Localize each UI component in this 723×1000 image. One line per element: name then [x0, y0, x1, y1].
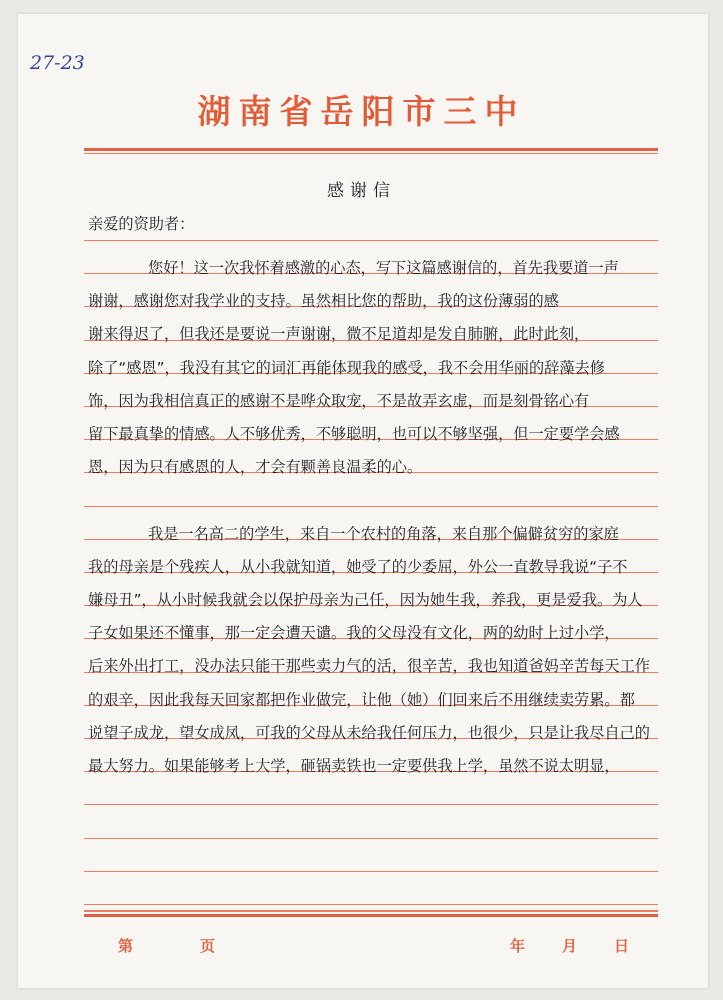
handwritten-id-note: 27-23	[30, 52, 85, 74]
day-label: 日	[614, 937, 630, 955]
letter-line: 嫌母丑”，从小时候我就会以保护母亲为己任，因为她生我，养我，更是爱我。为人	[88, 591, 643, 609]
letter-line: 我是一名高二的学生，来自一个农村的角落，来自那个偏僻贫穷的家庭	[148, 524, 619, 543]
letter-line: 我的母亲是个残疾人，从小我就知道，她受了的少委屈，外公一直教导我说“子不	[88, 557, 628, 576]
letter-line: 除了“感恩”，我没有其它的词汇再能体现我的感受，我不会用华丽的辞藻去修	[88, 358, 605, 377]
footer-rule-thin	[84, 910, 658, 912]
year-label: 年	[510, 937, 526, 955]
letter-line: 说望子成龙，望女成凤，可我的父母从未给我任何压力，也很少，只是让我尽自己的	[88, 723, 650, 742]
salutation: 亲爱的资助者：	[88, 215, 195, 233]
ruled-line	[84, 240, 658, 241]
ruled-line	[84, 871, 658, 872]
letter-paper	[18, 14, 708, 988]
letter-line: 谢谢，感谢您对我学业的支持。虽然相比您的帮助，我的这份薄弱的感	[88, 292, 559, 311]
header-rule-thick	[84, 148, 658, 151]
letter-line: 的艰辛，因此我每天回家都把作业做完，让他（她）们回来后不用继续卖劳累。都	[88, 690, 635, 709]
ruled-line	[84, 804, 658, 805]
footer-rule-thick	[84, 914, 658, 917]
letter-line: 谢来得迟了，但我还是要说一声谢谢，微不足道却是发自肺腑，此时此刻，	[88, 325, 590, 344]
page-suffix: 页	[200, 937, 216, 955]
letter-line: 饰，因为我相信真正的感谢不是哗众取宠，不是故弄玄虚，而是刻骨铭心有	[88, 391, 590, 410]
letterhead-school-name: 湖南省岳阳市三中	[197, 92, 526, 131]
month-label: 月	[562, 937, 578, 955]
page-label: 第	[118, 937, 134, 955]
letter-line: 最大努力。如果能够考上大学，砸锅卖铁也一定要供我上学，虽然不说太明显，	[88, 757, 620, 775]
ruled-line	[84, 904, 658, 905]
header-rule-thin	[84, 153, 658, 154]
ruled-line	[84, 838, 658, 839]
letter-title: 感谢信	[327, 181, 396, 201]
letter-line: 恩，因为只有感恩的人，才会有颗善良温柔的心。	[88, 458, 423, 477]
letter-line: 留下最真挚的情感。人不够优秀，不够聪明，也可以不够坚强，但一定要学会感	[88, 425, 620, 443]
letter-line: 您好！这一次我怀着感激的心态，写下这篇感谢信的，首先我要道一声	[148, 259, 619, 277]
letter-line: 后来外出打工，没办法只能干那些卖力气的活，很辛苦，我也知道爸妈辛苦每天工作	[88, 657, 650, 676]
ruled-line	[84, 506, 658, 507]
letter-line: 子女如果还不懂事，那一定会遭天谴。我的父母没有文化，两的幼时上过小学，	[88, 624, 620, 643]
